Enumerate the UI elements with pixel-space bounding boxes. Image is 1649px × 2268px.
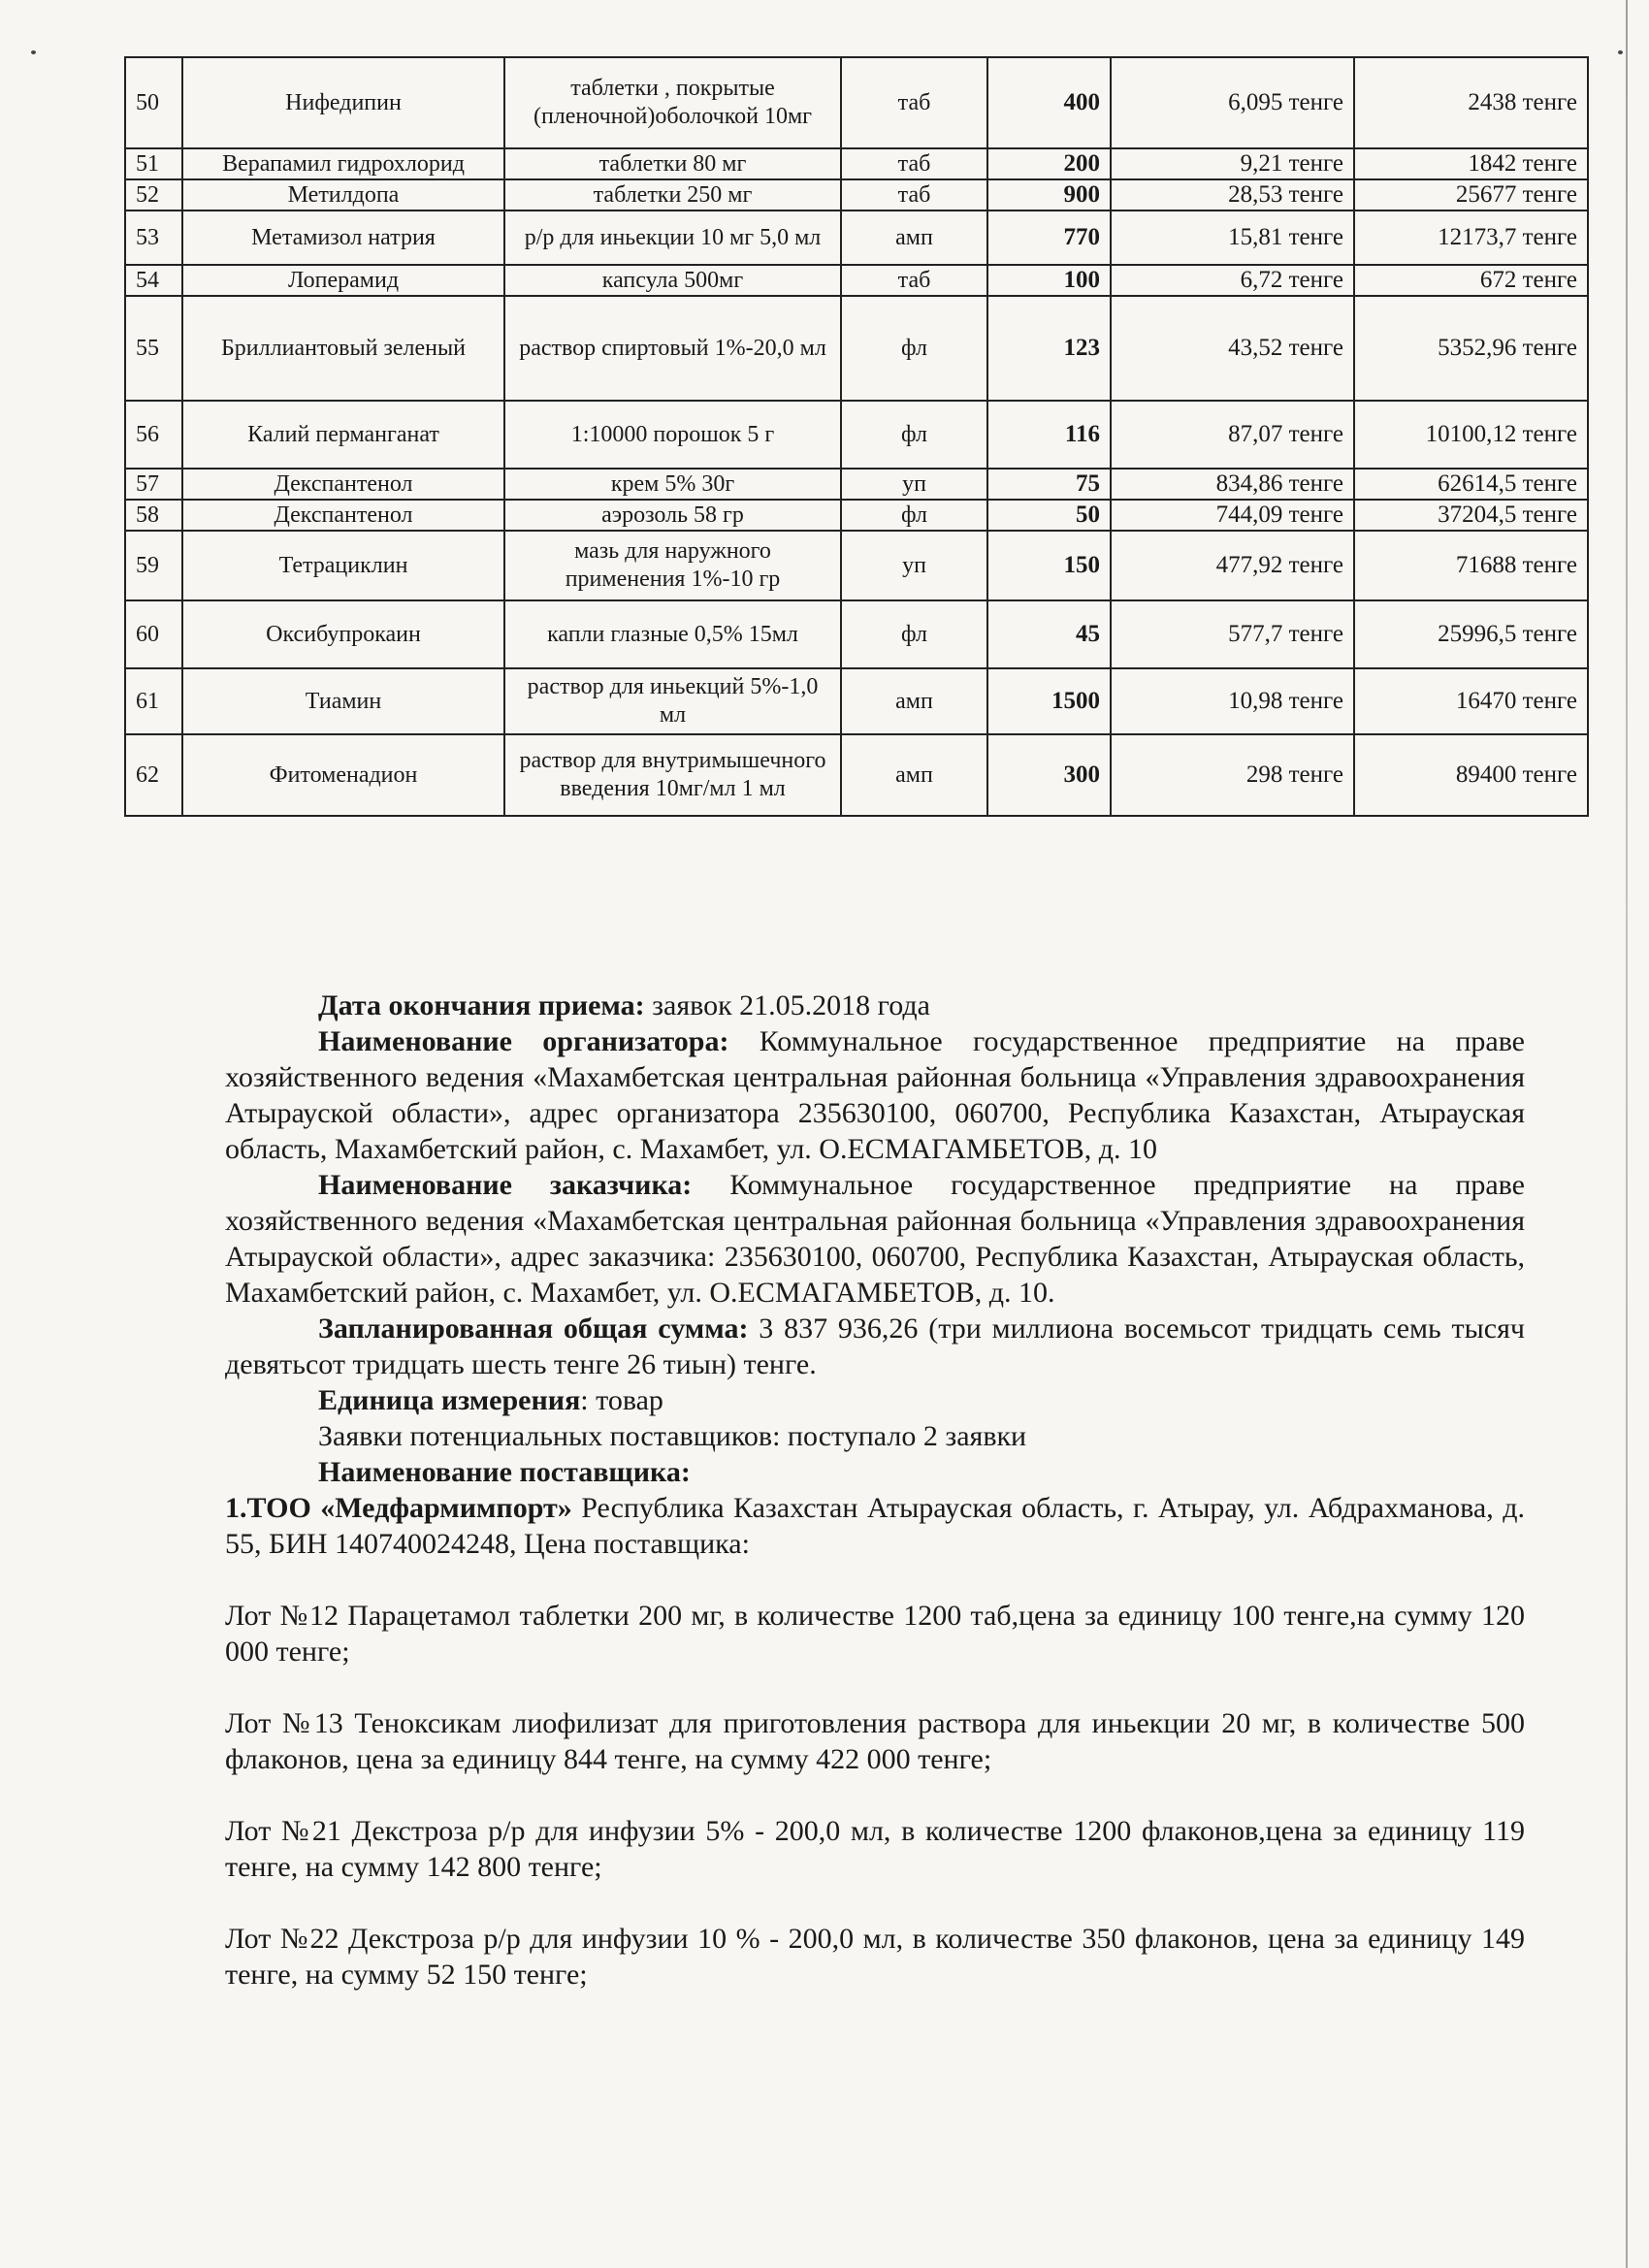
table-row [125,179,1588,211]
unit-of-measure: таб [841,265,987,296]
row-number: 60 [125,600,182,668]
medicine-name: Бриллиантовый зеленый [182,296,504,401]
medicines-table [124,56,1589,817]
unit-of-measure: амп [841,734,987,816]
unit-price: 577,7 тенге [1111,600,1354,668]
lot-paragraph: Лот №12 Парацетамол таблетки 200 мг, в количестве 1200 таб,цена за единицу 100 тенге,на сумму 120 000 тенге; [225,1600,1525,1668]
quantity: 100 [987,265,1111,296]
quantity: 300 [987,734,1111,816]
table-row [125,57,1588,148]
scan-speck [31,50,36,54]
row-number: 55 [125,296,182,401]
quantity: 50 [987,500,1111,531]
row-number: 57 [125,469,182,500]
unit-price: 43,52 тенге [1111,296,1354,401]
unit-price: 477,92 тенге [1111,531,1354,600]
row-number: 52 [125,179,182,211]
dosage-form: мазь для наружного применения 1%-10 гр [504,531,841,600]
total-sum: 62614,5 тенге [1354,469,1588,500]
dosage-form: таблетки 80 мг [504,148,841,179]
document-body [225,988,1525,1993]
total-sum: 12173,7 тенге [1354,211,1588,265]
customer-text: Коммунальное государственное предприятие на праве хозяйственного ведения «Махамбетская центральная районная больница «Управления здравоохранения Атырауской области», адрес заказчика: 235630100, 060700, Республика Казахстан, Атырауская область, Махамбетский район, с. Махамбет, ул. О.ЕСМАГАМБЕТОВ, д. 10. [225,1169,1525,1309]
dosage-form: раствор спиртовый 1%-20,0 мл [504,296,841,401]
unit-price: 15,81 тенге [1111,211,1354,265]
unit-price: 10,98 тенге [1111,668,1354,734]
table-row [125,148,1588,179]
row-number: 59 [125,531,182,600]
unit-of-measure: амп [841,668,987,734]
medicine-name: Метилдопа [182,179,504,211]
unit-price: 744,09 тенге [1111,500,1354,531]
dosage-form: раствор для иньекций 5%-1,0 мл [504,668,841,734]
total-sum: 16470 тенге [1354,668,1588,734]
unit-of-measure: фл [841,500,987,531]
dosage-form: 1:10000 порошок 5 г [504,401,841,469]
total-sum: 71688 тенге [1354,531,1588,600]
unit-price: 28,53 тенге [1111,179,1354,211]
organizer-label: Наименование организатора: [318,1025,729,1057]
quantity: 900 [987,179,1111,211]
table-row [125,211,1588,265]
supplier-label: Наименование поставщика: [318,1456,691,1488]
unit-of-measure: фл [841,296,987,401]
total-sum: 25996,5 тенге [1354,600,1588,668]
organizer-paragraph [225,1023,1525,1167]
total-sum: 25677 тенге [1354,179,1588,211]
table-row [125,600,1588,668]
table-row [125,500,1588,531]
unit-of-measure: таб [841,57,987,148]
lot-paragraph: Лот №22 Декстроза р/р для инфузии 10 % - 200,0 мл, в количестве 350 флаконов, цена за единицу 149 тенге, на сумму 52 150 тенге; [225,1923,1525,1991]
dosage-form: таблетки 250 мг [504,179,841,211]
supplier-text: Республика Казахстан Атырауская область, г. Атырау, ул. Абдрахманова, д. 55, БИН 140740024248, Цена поставщика: [225,1492,1525,1560]
quantity: 150 [987,531,1111,600]
organizer-text: Коммунальное государственное предприятие на праве хозяйственного ведения «Махамбетская центральная районная больница «Управления здравоохранения Атырауской области», адрес организатора 235630100, 060700, Республика Казахстан, Атырауская область, Махамбетский район, с. Махамбет, ул. О.ЕСМАГАМБЕТОВ, д. 10 [225,1025,1525,1165]
table-row [125,734,1588,816]
dosage-form: капли глазные 0,5% 15мл [504,600,841,668]
supplier-heading [225,1454,1525,1490]
medicine-name: Тетрациклин [182,531,504,600]
unit-price: 6,095 тенге [1111,57,1354,148]
row-number: 51 [125,148,182,179]
unit-of-measure: амп [841,211,987,265]
quantity: 770 [987,211,1111,265]
total-sum: 10100,12 тенге [1354,401,1588,469]
quantity: 75 [987,469,1111,500]
medicine-name: Калий перманганат [182,401,504,469]
row-number: 62 [125,734,182,816]
total-sum: 5352,96 тенге [1354,296,1588,401]
quantity: 116 [987,401,1111,469]
supplier-name: 1.ТОО «Медфармимпорт» [225,1492,572,1524]
row-number: 54 [125,265,182,296]
unit-price: 6,72 тенге [1111,265,1354,296]
sum-text: 3 837 936,26 (три миллиона восемьсот тридцать семь тысяч девятьсот тридцать шесть тенге 26 тиын) тенге. [225,1312,1525,1380]
medicine-name: Метамизол натрия [182,211,504,265]
dosage-form: крем 5% 30г [504,469,841,500]
unit-price: 298 тенге [1111,734,1354,816]
medicine-name: Оксибупрокаин [182,600,504,668]
table-row [125,401,1588,469]
unit-of-measure: таб [841,148,987,179]
scan-edge [1626,0,1628,2268]
table-row [125,469,1588,500]
deadline-text: заявок 21.05.2018 года [644,989,930,1021]
unit-of-measure: уп [841,531,987,600]
unit-price: 87,07 тенге [1111,401,1354,469]
table-row [125,296,1588,401]
quantity: 45 [987,600,1111,668]
medicine-name: Декспантенол [182,469,504,500]
table-row [125,265,1588,296]
medicine-name: Верапамил гидрохлорид [182,148,504,179]
quantity: 123 [987,296,1111,401]
row-number: 56 [125,401,182,469]
total-sum: 37204,5 тенге [1354,500,1588,531]
deadline-paragraph [225,988,1525,1023]
dosage-form: капсула 500мг [504,265,841,296]
sum-paragraph [225,1311,1525,1382]
sum-label: Запланированная общая сумма: [318,1312,749,1345]
deadline-label: Дата окончания приема: [318,989,645,1021]
table-row [125,531,1588,600]
lot-paragraph: Лот №21 Декстроза р/р для инфузии 5% - 200,0 мл, в количестве 1200 флаконов,цена за единицу 119 тенге, на сумму 142 800 тенге; [225,1815,1525,1883]
row-number: 53 [125,211,182,265]
dosage-form: аэрозоль 58 гр [504,500,841,531]
quantity: 400 [987,57,1111,148]
supplier-paragraph [225,1490,1525,1562]
medicine-name: Тиамин [182,668,504,734]
row-number: 58 [125,500,182,531]
unit-label: Единица измерения [318,1384,581,1416]
total-sum: 89400 тенге [1354,734,1588,816]
dosage-form: раствор для внутримышечного введения 10мг/мл 1 мл [504,734,841,816]
medicine-name: Лоперамид [182,265,504,296]
total-sum: 1842 тенге [1354,148,1588,179]
total-sum: 2438 тенге [1354,57,1588,148]
quantity: 200 [987,148,1111,179]
unit-text: : товар [580,1384,663,1416]
scan-speck [1618,50,1623,54]
row-number: 61 [125,668,182,734]
lot-paragraph: Лот №13 Теноксикам лиофилизат для приготовления раствора для иньекции 20 мг, в количестве 500 флаконов, цена за единицу 844 тенге, на сумму 422 000 тенге; [225,1707,1525,1775]
bids-paragraph: Заявки потенциальных поставщиков: поступало 2 заявки [318,1420,1027,1452]
unit-of-measure: уп [841,469,987,500]
unit-price: 9,21 тенге [1111,148,1354,179]
customer-label: Наименование заказчика: [318,1169,693,1201]
customer-paragraph [225,1167,1525,1311]
dosage-form: таблетки , покрытые (пленочной)оболочкой 10мг [504,57,841,148]
unit-of-measure: фл [841,600,987,668]
medicine-name: Фитоменадион [182,734,504,816]
unit-price: 834,86 тенге [1111,469,1354,500]
total-sum: 672 тенге [1354,265,1588,296]
quantity: 1500 [987,668,1111,734]
unit-of-measure: таб [841,179,987,211]
row-number: 50 [125,57,182,148]
unit-paragraph [225,1382,1525,1418]
unit-of-measure: фл [841,401,987,469]
table-row [125,668,1588,734]
dosage-form: р/р для иньекции 10 мг 5,0 мл [504,211,841,265]
medicine-name: Нифедипин [182,57,504,148]
medicine-name: Декспантенол [182,500,504,531]
